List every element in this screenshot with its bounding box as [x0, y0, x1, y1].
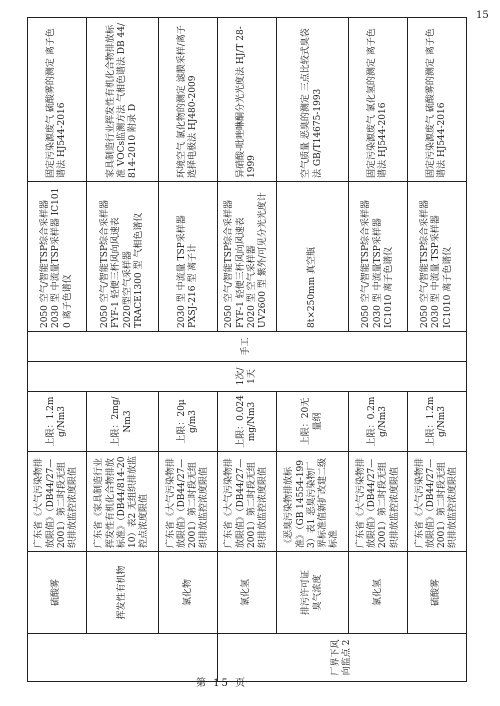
instrument-cell: 8t×250mm 真空瓶 [276, 182, 349, 332]
instrument-line: TRACE1300 型 气相色谱仪 [133, 212, 144, 328]
instrument-cell [349, 182, 408, 332]
method-cell: 环境空气 氯化物的测定 滤膜采样/离子选择电极法 HJ480-2009 [159, 18, 218, 182]
instrument-line: 2030 型 中流量TSP采样器 [372, 218, 383, 328]
pollutant-cell: 氯化氢 [218, 552, 277, 634]
method-cell: 固定污染源废气 硫酸雾的测定 离子色谱法 HJ544-2016 [28, 18, 87, 182]
pollutant-cell [276, 552, 349, 634]
instrument-line: 2020型空气采样器 [122, 251, 133, 328]
instrument-line: 2050 空气/智能TSP综合采样器 [100, 199, 111, 328]
method-cell: 家具制造行业挥发性有机化合物排放标准 VOCs监测方法 气相色谱法 DB 44/814-2010 附录 D [86, 18, 159, 182]
limit-cell: 上限：20无量纲 [276, 392, 349, 452]
standard-cell: 广东省《大气污染物排放限值》（DB44/27—2001）第二时段无组织排放监控浓度限值 [349, 452, 408, 552]
point-label-cell: 厂界下风向监点 2 [218, 634, 467, 682]
instrument-line: 2050 空气/智能TSP综合采样器 [361, 199, 372, 328]
instrument-line: UV2600 型 紫外/可见分光光度计 [258, 192, 269, 328]
page-footer: 第 15 页 [196, 678, 248, 689]
standard-cell: 广东省《大气污染物排放限值》（DB44/27—2001）第二时段无组织排放监控浓度限值 [159, 452, 218, 552]
pollutant-cell: 挥发性有机物 [86, 552, 159, 634]
instrument-line: 2030 型 中流量 TSP采样器 [176, 215, 187, 328]
limit-cell: 上限：0.024mg/Nm3 [218, 392, 277, 452]
method-cell: 固定污染源废气 硫酸雾的测定 离子色谱法 HJ544-2016 [408, 18, 467, 182]
rotated-table-container [27, 18, 467, 682]
monitoring-table [27, 17, 467, 682]
method-cell: 空气质量 恶臭的测定 三点比较式臭袋法 GB/T14675-1993 [276, 18, 349, 182]
standard-cell: 广东省《大气污染物排放限值》（DB44/27—2001）第二时段无组织排放监控浓度限值 [218, 452, 277, 552]
standard-cell: 广东省《大气污染物排放限值》（DB44/27—2001）第二时段无组织排放监控浓度限值 [408, 452, 467, 552]
instrument-line: 2030 型 中流量 TSP采样器 [431, 215, 442, 328]
frequency-cell: 1次/1天 [28, 362, 467, 392]
permit-note: 排污许可证 [301, 570, 312, 616]
limit-cell: 上限：20μg/m3 [159, 392, 218, 452]
instrument-line: 2030 型 中流量TSP采样器 IC1010 离子色谱仪 [51, 187, 73, 328]
instrument-line: 2050 空气/智能TSP综合采样器 [40, 199, 50, 328]
pollutant-cell: 氯化物 [159, 552, 218, 634]
instrument-line: 2050 空气/智能TSP综合采样器 [224, 199, 235, 328]
method-cell: 异硝酸-吡唑啉酮分光光度法 HJ/T 28-1999 [218, 18, 277, 182]
table-row [28, 18, 87, 682]
limit-cell: 上限：2mg/Nm3 [86, 392, 159, 452]
pollutant-name: 臭气浓度 [312, 574, 323, 611]
instrument-cell [218, 182, 277, 332]
sampling-cell: 手工 [28, 332, 467, 362]
standard-cell: 广东省《家具制造行业挥发性有机化合物排放标准》（DB44/814-2010）表2 无组织排放监控点浓度限值 [86, 452, 159, 552]
limit-cell: 上限：1.2mg/Nm3 [28, 392, 87, 452]
pollutant-cell: 硫酸雾 [28, 552, 87, 634]
page-number: 15 [476, 10, 489, 21]
instrument-line: FYF-1 轻便三杯风向风速表 [235, 217, 246, 328]
standard-cell: 广东省《大气污染物排放限值》（DB44/27—2001）第二时段无组织排放监控浓度限值 [28, 452, 87, 552]
standard-cell: 《恶臭污染物排放标准》（GB 14554-1993）表1 恶臭污染物厂界标准值新扩改建二级标准 [276, 452, 349, 552]
instrument-cell [86, 182, 159, 332]
instrument-cell [159, 182, 218, 332]
instrument-line: FYF-1 轻便三杯风向风速表 [111, 217, 122, 328]
limit-cell: 上限：1.2mg/Nm3 [408, 392, 467, 452]
point-label-cell [28, 634, 218, 682]
instrument-line: 2050 空气/智能TSP综合采样器 [420, 199, 431, 328]
method-cell: 固定污染源废气 氯化氢的测定 离子色谱法 HJ544-2016 [349, 18, 408, 182]
pollutant-cell: 硫酸雾 [408, 552, 467, 634]
instrument-cell [28, 182, 87, 332]
instrument-line: IC1010 离子色谱仪 [442, 246, 453, 328]
limit-cell: 上限：0.2mg/Nm3 [349, 392, 408, 452]
instrument-line: PXSJ-216 型 离子计 [188, 243, 199, 328]
instrument-cell [408, 182, 467, 332]
pollutant-cell: 氯化氢 [349, 552, 408, 634]
instrument-line: 2020 型 空气采样器 [246, 245, 257, 328]
instrument-line: IC1010 离子色谱仪 [383, 246, 394, 328]
